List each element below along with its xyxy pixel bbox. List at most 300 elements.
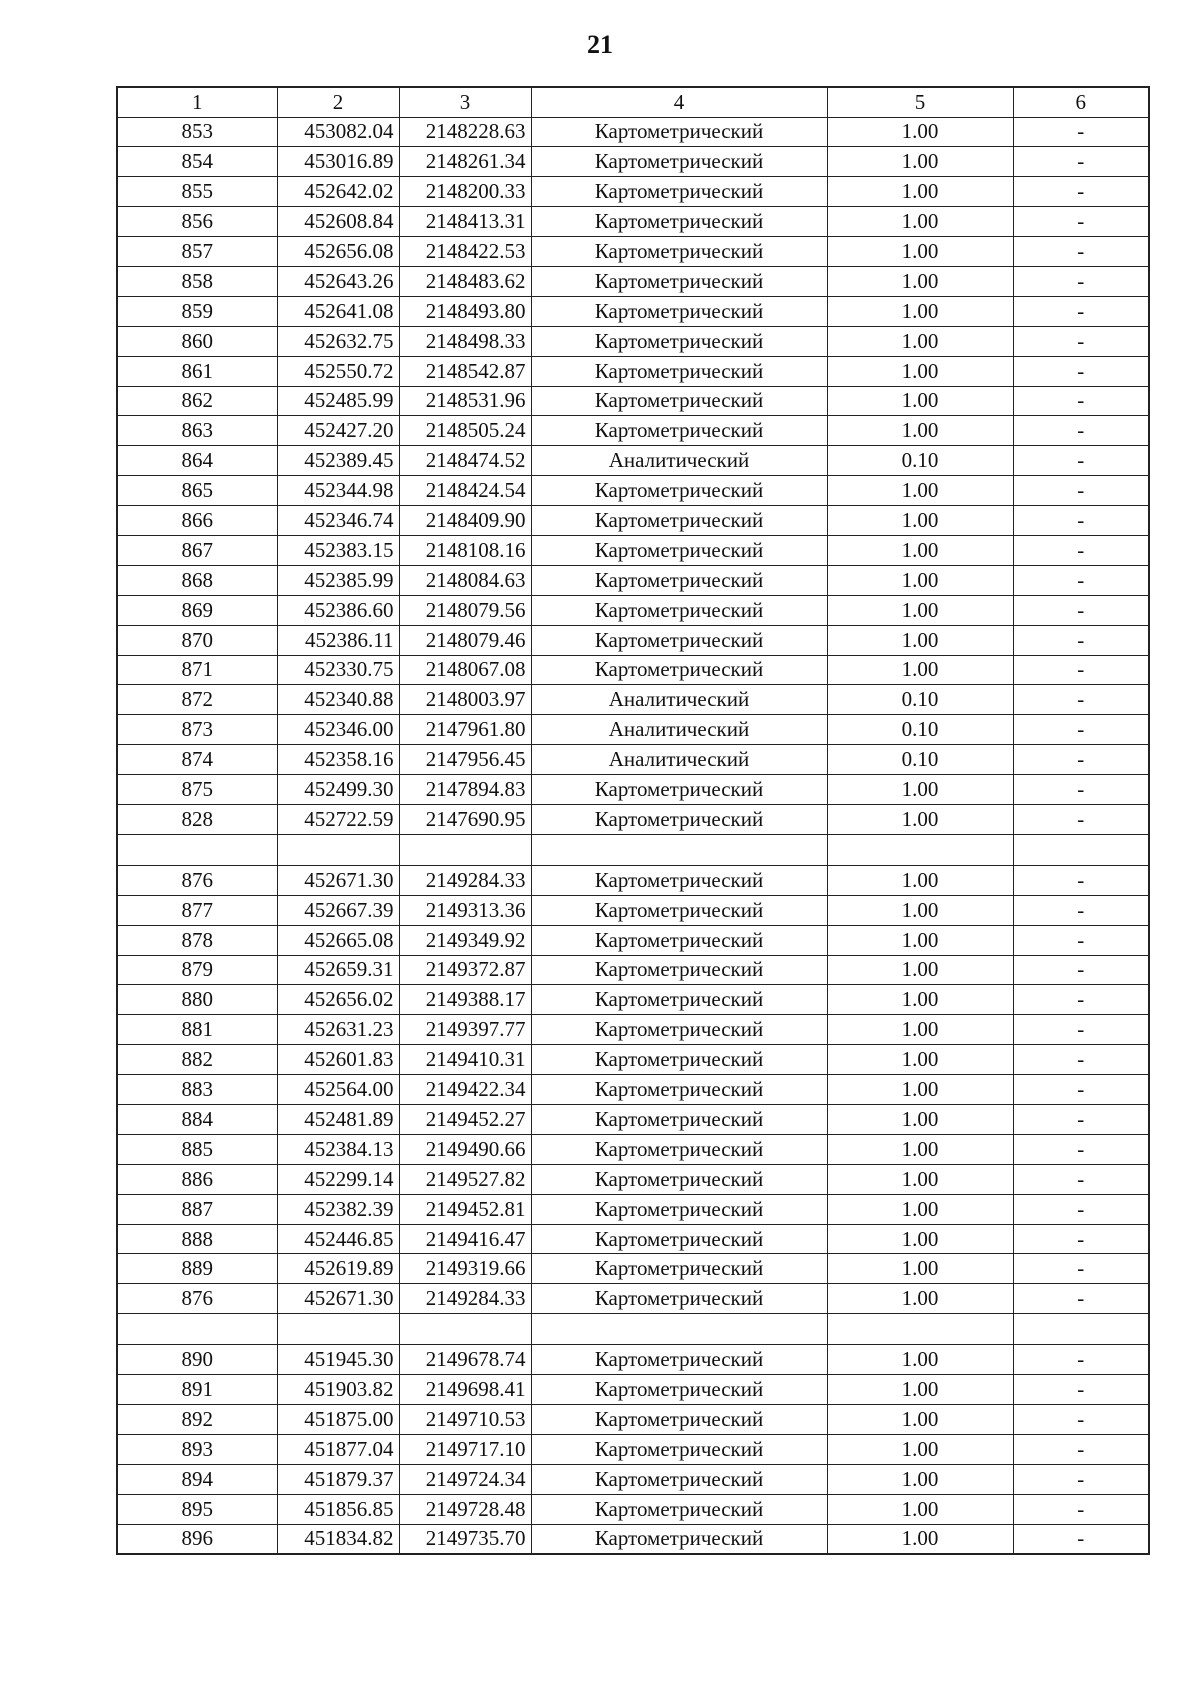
accuracy-cell: 1.00	[827, 1524, 1013, 1554]
method-cell: Картометрический	[531, 535, 827, 565]
x-coordinate-cell: 452499.30	[277, 775, 399, 805]
y-coordinate-cell: 2149284.33	[399, 1284, 531, 1314]
accuracy-cell: 1.00	[827, 1134, 1013, 1164]
accuracy-cell: 0.10	[827, 685, 1013, 715]
table-row	[117, 925, 1149, 955]
table-row	[117, 1134, 1149, 1164]
y-coordinate-cell: 2148424.54	[399, 476, 531, 506]
accuracy-cell: 1.00	[827, 1045, 1013, 1075]
point-number-cell: 896	[117, 1524, 277, 1554]
description-cell: -	[1013, 356, 1149, 386]
point-number-cell: 861	[117, 356, 277, 386]
y-coordinate-cell: 2149410.31	[399, 1045, 531, 1075]
table-row	[117, 715, 1149, 745]
description-cell: -	[1013, 1254, 1149, 1284]
accuracy-cell: 1.00	[827, 1105, 1013, 1135]
x-coordinate-cell: 452671.30	[277, 865, 399, 895]
table-row	[117, 1284, 1149, 1314]
table-row	[117, 535, 1149, 565]
description-cell: -	[1013, 595, 1149, 625]
table-row	[117, 446, 1149, 476]
description-cell: -	[1013, 416, 1149, 446]
accuracy-cell: 1.00	[827, 865, 1013, 895]
table-row	[117, 565, 1149, 595]
x-coordinate-cell: 452632.75	[277, 326, 399, 356]
description-cell: -	[1013, 177, 1149, 207]
y-coordinate-cell: 2149724.34	[399, 1464, 531, 1494]
header-cell-point: 1	[117, 87, 277, 117]
accuracy-cell: 1.00	[827, 775, 1013, 805]
accuracy-cell: 0.10	[827, 715, 1013, 745]
x-coordinate-cell: 452671.30	[277, 1284, 399, 1314]
table-row	[117, 655, 1149, 685]
x-coordinate-cell: 452389.45	[277, 446, 399, 476]
x-coordinate-cell: 451875.00	[277, 1405, 399, 1435]
accuracy-cell: 1.00	[827, 1164, 1013, 1194]
y-coordinate-cell: 2149284.33	[399, 865, 531, 895]
point-number-cell: 865	[117, 476, 277, 506]
table-row	[117, 506, 1149, 536]
x-coordinate-cell: 452386.60	[277, 595, 399, 625]
point-number-cell: 855	[117, 177, 277, 207]
method-cell: Картометрический	[531, 565, 827, 595]
table-row	[117, 476, 1149, 506]
x-coordinate-cell: 452446.85	[277, 1224, 399, 1254]
x-coordinate-cell: 451945.30	[277, 1345, 399, 1375]
description-cell: -	[1013, 1164, 1149, 1194]
point-number-cell: 857	[117, 237, 277, 267]
description-cell: -	[1013, 655, 1149, 685]
point-number-cell: 871	[117, 655, 277, 685]
y-coordinate-cell: 2148067.08	[399, 655, 531, 685]
point-number-cell: 881	[117, 1015, 277, 1045]
accuracy-cell: 1.00	[827, 625, 1013, 655]
method-cell: Картометрический	[531, 266, 827, 296]
x-coordinate-cell: 452564.00	[277, 1075, 399, 1105]
point-number-cell: 882	[117, 1045, 277, 1075]
x-coordinate-cell: 451856.85	[277, 1494, 399, 1524]
method-cell: Картометрический	[531, 1015, 827, 1045]
table-row	[117, 1105, 1149, 1135]
y-coordinate-cell: 2147690.95	[399, 804, 531, 834]
accuracy-cell: 1.00	[827, 1224, 1013, 1254]
x-coordinate-cell: 451903.82	[277, 1375, 399, 1405]
x-coordinate-cell: 452340.88	[277, 685, 399, 715]
accuracy-cell: 1.00	[827, 925, 1013, 955]
y-coordinate-cell: 2149728.48	[399, 1494, 531, 1524]
table-row	[117, 595, 1149, 625]
accuracy-cell: 1.00	[827, 1434, 1013, 1464]
y-coordinate-cell: 2148003.97	[399, 685, 531, 715]
y-coordinate-cell: 2148200.33	[399, 177, 531, 207]
method-cell: Картометрический	[531, 386, 827, 416]
table-row	[117, 416, 1149, 446]
method-cell: Картометрический	[531, 955, 827, 985]
point-number-cell: 864	[117, 446, 277, 476]
description-cell: -	[1013, 386, 1149, 416]
method-cell: Картометрический	[531, 296, 827, 326]
y-coordinate-cell: 2149717.10	[399, 1434, 531, 1464]
table-row	[117, 117, 1149, 147]
table-row	[117, 237, 1149, 267]
table-row	[117, 1524, 1149, 1554]
method-cell: Картометрический	[531, 625, 827, 655]
method-cell: Аналитический	[531, 745, 827, 775]
x-coordinate-cell: 452665.08	[277, 925, 399, 955]
point-number-cell: 856	[117, 207, 277, 237]
method-cell: Картометрический	[531, 1164, 827, 1194]
accuracy-cell: 1.00	[827, 535, 1013, 565]
separator-row	[117, 834, 1149, 865]
x-coordinate-cell	[277, 1314, 399, 1345]
method-cell: Картометрический	[531, 1075, 827, 1105]
y-coordinate-cell: 2148413.31	[399, 207, 531, 237]
accuracy-cell: 1.00	[827, 356, 1013, 386]
y-coordinate-cell: 2149490.66	[399, 1134, 531, 1164]
x-coordinate-cell: 452643.26	[277, 266, 399, 296]
point-number-cell: 886	[117, 1164, 277, 1194]
point-number-cell	[117, 834, 277, 865]
accuracy-cell: 1.00	[827, 476, 1013, 506]
x-coordinate-cell: 452656.08	[277, 237, 399, 267]
header-cell-y: 3	[399, 87, 531, 117]
method-cell: Картометрический	[531, 1524, 827, 1554]
y-coordinate-cell: 2149349.92	[399, 925, 531, 955]
accuracy-cell: 1.00	[827, 296, 1013, 326]
description-cell: -	[1013, 446, 1149, 476]
x-coordinate-cell: 452659.31	[277, 955, 399, 985]
point-number-cell: 859	[117, 296, 277, 326]
point-number-cell: 873	[117, 715, 277, 745]
point-number-cell: 867	[117, 535, 277, 565]
description-cell: -	[1013, 715, 1149, 745]
point-number-cell: 863	[117, 416, 277, 446]
accuracy-cell	[827, 834, 1013, 865]
accuracy-cell: 1.00	[827, 1494, 1013, 1524]
y-coordinate-cell: 2147894.83	[399, 775, 531, 805]
table-row	[117, 386, 1149, 416]
description-cell: -	[1013, 685, 1149, 715]
table-row	[117, 1494, 1149, 1524]
description-cell: -	[1013, 266, 1149, 296]
x-coordinate-cell: 452641.08	[277, 296, 399, 326]
x-coordinate-cell: 452481.89	[277, 1105, 399, 1135]
y-coordinate-cell: 2148228.63	[399, 117, 531, 147]
point-number-cell: 893	[117, 1434, 277, 1464]
separator-row	[117, 1314, 1149, 1345]
table-row	[117, 1015, 1149, 1045]
description-cell: -	[1013, 506, 1149, 536]
y-coordinate-cell: 2149735.70	[399, 1524, 531, 1554]
x-coordinate-cell: 452382.39	[277, 1194, 399, 1224]
point-number-cell: 885	[117, 1134, 277, 1164]
description-cell: -	[1013, 207, 1149, 237]
header-cell-accuracy: 5	[827, 87, 1013, 117]
method-cell: Картометрический	[531, 1434, 827, 1464]
x-coordinate-cell: 452631.23	[277, 1015, 399, 1045]
point-number-cell: 870	[117, 625, 277, 655]
y-coordinate-cell: 2148409.90	[399, 506, 531, 536]
table-row	[117, 985, 1149, 1015]
y-coordinate-cell: 2149698.41	[399, 1375, 531, 1405]
y-coordinate-cell: 2149452.81	[399, 1194, 531, 1224]
description-cell: -	[1013, 1375, 1149, 1405]
description-cell: -	[1013, 1494, 1149, 1524]
table-row	[117, 745, 1149, 775]
description-cell: -	[1013, 1224, 1149, 1254]
table-row	[117, 955, 1149, 985]
y-coordinate-cell: 2148079.46	[399, 625, 531, 655]
description-cell: -	[1013, 535, 1149, 565]
table-row	[117, 1254, 1149, 1284]
point-number-cell: 890	[117, 1345, 277, 1375]
method-cell	[531, 834, 827, 865]
accuracy-cell: 1.00	[827, 1284, 1013, 1314]
y-coordinate-cell: 2148483.62	[399, 266, 531, 296]
description-cell: -	[1013, 1434, 1149, 1464]
point-number-cell: 894	[117, 1464, 277, 1494]
x-coordinate-cell	[277, 834, 399, 865]
y-coordinate-cell: 2149422.34	[399, 1075, 531, 1105]
x-coordinate-cell: 452384.13	[277, 1134, 399, 1164]
y-coordinate-cell: 2147961.80	[399, 715, 531, 745]
table-row	[117, 1345, 1149, 1375]
method-cell: Аналитический	[531, 715, 827, 745]
description-cell	[1013, 834, 1149, 865]
accuracy-cell: 1.00	[827, 1075, 1013, 1105]
point-number-cell: 889	[117, 1254, 277, 1284]
table-row	[117, 1464, 1149, 1494]
method-cell: Картометрический	[531, 416, 827, 446]
description-cell: -	[1013, 1405, 1149, 1435]
accuracy-cell: 1.00	[827, 595, 1013, 625]
description-cell: -	[1013, 147, 1149, 177]
description-cell: -	[1013, 1015, 1149, 1045]
description-cell: -	[1013, 625, 1149, 655]
accuracy-cell: 1.00	[827, 266, 1013, 296]
description-cell: -	[1013, 895, 1149, 925]
method-cell: Картометрический	[531, 1405, 827, 1435]
accuracy-cell: 0.10	[827, 446, 1013, 476]
method-cell: Картометрический	[531, 1134, 827, 1164]
x-coordinate-cell: 452383.15	[277, 535, 399, 565]
description-cell: -	[1013, 296, 1149, 326]
accuracy-cell: 1.00	[827, 506, 1013, 536]
description-cell: -	[1013, 565, 1149, 595]
table-row	[117, 266, 1149, 296]
table-row	[117, 775, 1149, 805]
method-cell: Картометрический	[531, 476, 827, 506]
point-number-cell: 888	[117, 1224, 277, 1254]
table-row	[117, 804, 1149, 834]
point-number-cell: 895	[117, 1494, 277, 1524]
method-cell: Картометрический	[531, 655, 827, 685]
table-row	[117, 1434, 1149, 1464]
point-number-cell: 868	[117, 565, 277, 595]
point-number-cell: 887	[117, 1194, 277, 1224]
accuracy-cell: 1.00	[827, 1194, 1013, 1224]
point-number-cell: 858	[117, 266, 277, 296]
table-row	[117, 625, 1149, 655]
description-cell: -	[1013, 985, 1149, 1015]
table-row	[117, 895, 1149, 925]
y-coordinate-cell: 2148108.16	[399, 535, 531, 565]
y-coordinate-cell: 2149372.87	[399, 955, 531, 985]
point-number-cell	[117, 1314, 277, 1345]
table-row	[117, 685, 1149, 715]
y-coordinate-cell: 2148474.52	[399, 446, 531, 476]
table-row	[117, 147, 1149, 177]
page-number: 21	[587, 30, 613, 59]
x-coordinate-cell: 452358.16	[277, 745, 399, 775]
description-cell: -	[1013, 1045, 1149, 1075]
table-row	[117, 296, 1149, 326]
method-cell: Картометрический	[531, 1375, 827, 1405]
y-coordinate-cell: 2148505.24	[399, 416, 531, 446]
y-coordinate-cell: 2147956.45	[399, 745, 531, 775]
method-cell: Картометрический	[531, 985, 827, 1015]
accuracy-cell: 1.00	[827, 177, 1013, 207]
point-number-cell: 853	[117, 117, 277, 147]
description-cell	[1013, 1314, 1149, 1345]
point-number-cell: 883	[117, 1075, 277, 1105]
x-coordinate-cell: 452346.00	[277, 715, 399, 745]
description-cell: -	[1013, 925, 1149, 955]
accuracy-cell: 1.00	[827, 237, 1013, 267]
method-cell: Картометрический	[531, 804, 827, 834]
method-cell: Картометрический	[531, 1105, 827, 1135]
description-cell: -	[1013, 237, 1149, 267]
x-coordinate-cell: 452299.14	[277, 1164, 399, 1194]
method-cell: Аналитический	[531, 446, 827, 476]
table-row	[117, 1194, 1149, 1224]
point-number-cell: 874	[117, 745, 277, 775]
x-coordinate-cell: 452427.20	[277, 416, 399, 446]
x-coordinate-cell: 452485.99	[277, 386, 399, 416]
header-cell-x: 2	[277, 87, 399, 117]
method-cell: Картометрический	[531, 1284, 827, 1314]
y-coordinate-cell: 2148422.53	[399, 237, 531, 267]
y-coordinate-cell: 2149710.53	[399, 1405, 531, 1435]
description-cell: -	[1013, 1105, 1149, 1135]
point-number-cell: 875	[117, 775, 277, 805]
method-cell: Картометрический	[531, 1254, 827, 1284]
accuracy-cell: 1.00	[827, 207, 1013, 237]
coordinates-table	[116, 86, 1150, 1555]
method-cell: Картометрический	[531, 147, 827, 177]
header-row	[117, 87, 1149, 117]
accuracy-cell: 1.00	[827, 1464, 1013, 1494]
table-row	[117, 865, 1149, 895]
y-coordinate-cell: 2148493.80	[399, 296, 531, 326]
method-cell: Картометрический	[531, 1464, 827, 1494]
table-row	[117, 177, 1149, 207]
description-cell: -	[1013, 745, 1149, 775]
accuracy-cell: 0.10	[827, 745, 1013, 775]
y-coordinate-cell: 2148261.34	[399, 147, 531, 177]
accuracy-cell: 1.00	[827, 895, 1013, 925]
coordinates-table-body	[117, 87, 1149, 1554]
accuracy-cell: 1.00	[827, 416, 1013, 446]
method-cell: Картометрический	[531, 865, 827, 895]
x-coordinate-cell: 452385.99	[277, 565, 399, 595]
accuracy-cell: 1.00	[827, 655, 1013, 685]
method-cell: Картометрический	[531, 895, 827, 925]
y-coordinate-cell: 2149313.36	[399, 895, 531, 925]
point-number-cell: 872	[117, 685, 277, 715]
x-coordinate-cell: 452642.02	[277, 177, 399, 207]
method-cell: Картометрический	[531, 326, 827, 356]
accuracy-cell: 1.00	[827, 117, 1013, 147]
x-coordinate-cell: 453082.04	[277, 117, 399, 147]
method-cell: Картометрический	[531, 595, 827, 625]
x-coordinate-cell: 452550.72	[277, 356, 399, 386]
accuracy-cell: 1.00	[827, 1254, 1013, 1284]
y-coordinate-cell: 2148542.87	[399, 356, 531, 386]
point-number-cell: 876	[117, 865, 277, 895]
accuracy-cell: 1.00	[827, 1405, 1013, 1435]
point-number-cell: 880	[117, 985, 277, 1015]
x-coordinate-cell: 452656.02	[277, 985, 399, 1015]
header-cell-method: 4	[531, 87, 827, 117]
y-coordinate-cell: 2148498.33	[399, 326, 531, 356]
description-cell: -	[1013, 326, 1149, 356]
point-number-cell: 878	[117, 925, 277, 955]
point-number-cell: 862	[117, 386, 277, 416]
point-number-cell: 892	[117, 1405, 277, 1435]
y-coordinate-cell: 2149388.17	[399, 985, 531, 1015]
table-row	[117, 356, 1149, 386]
table-row	[117, 1375, 1149, 1405]
point-number-cell: 876	[117, 1284, 277, 1314]
method-cell: Картометрический	[531, 925, 827, 955]
table-row	[117, 1405, 1149, 1435]
x-coordinate-cell: 452330.75	[277, 655, 399, 685]
method-cell: Аналитический	[531, 685, 827, 715]
table-row	[117, 326, 1149, 356]
method-cell: Картометрический	[531, 177, 827, 207]
method-cell: Картометрический	[531, 356, 827, 386]
accuracy-cell: 1.00	[827, 955, 1013, 985]
accuracy-cell: 1.00	[827, 1015, 1013, 1045]
y-coordinate-cell: 2149452.27	[399, 1105, 531, 1135]
method-cell	[531, 1314, 827, 1345]
accuracy-cell: 1.00	[827, 147, 1013, 177]
accuracy-cell: 1.00	[827, 326, 1013, 356]
x-coordinate-cell: 451877.04	[277, 1434, 399, 1464]
point-number-cell: 879	[117, 955, 277, 985]
y-coordinate-cell	[399, 1314, 531, 1345]
accuracy-cell: 1.00	[827, 1375, 1013, 1405]
method-cell: Картометрический	[531, 1224, 827, 1254]
description-cell: -	[1013, 865, 1149, 895]
description-cell: -	[1013, 1194, 1149, 1224]
method-cell: Картометрический	[531, 506, 827, 536]
point-number-cell: 854	[117, 147, 277, 177]
accuracy-cell	[827, 1314, 1013, 1345]
method-cell: Картометрический	[531, 1345, 827, 1375]
y-coordinate-cell: 2149319.66	[399, 1254, 531, 1284]
accuracy-cell: 1.00	[827, 804, 1013, 834]
method-cell: Картометрический	[531, 237, 827, 267]
accuracy-cell: 1.00	[827, 1345, 1013, 1375]
x-coordinate-cell: 452386.11	[277, 625, 399, 655]
method-cell: Картометрический	[531, 1494, 827, 1524]
x-coordinate-cell: 452722.59	[277, 804, 399, 834]
x-coordinate-cell: 452346.74	[277, 506, 399, 536]
header-cell-description: 6	[1013, 87, 1149, 117]
description-cell: -	[1013, 775, 1149, 805]
